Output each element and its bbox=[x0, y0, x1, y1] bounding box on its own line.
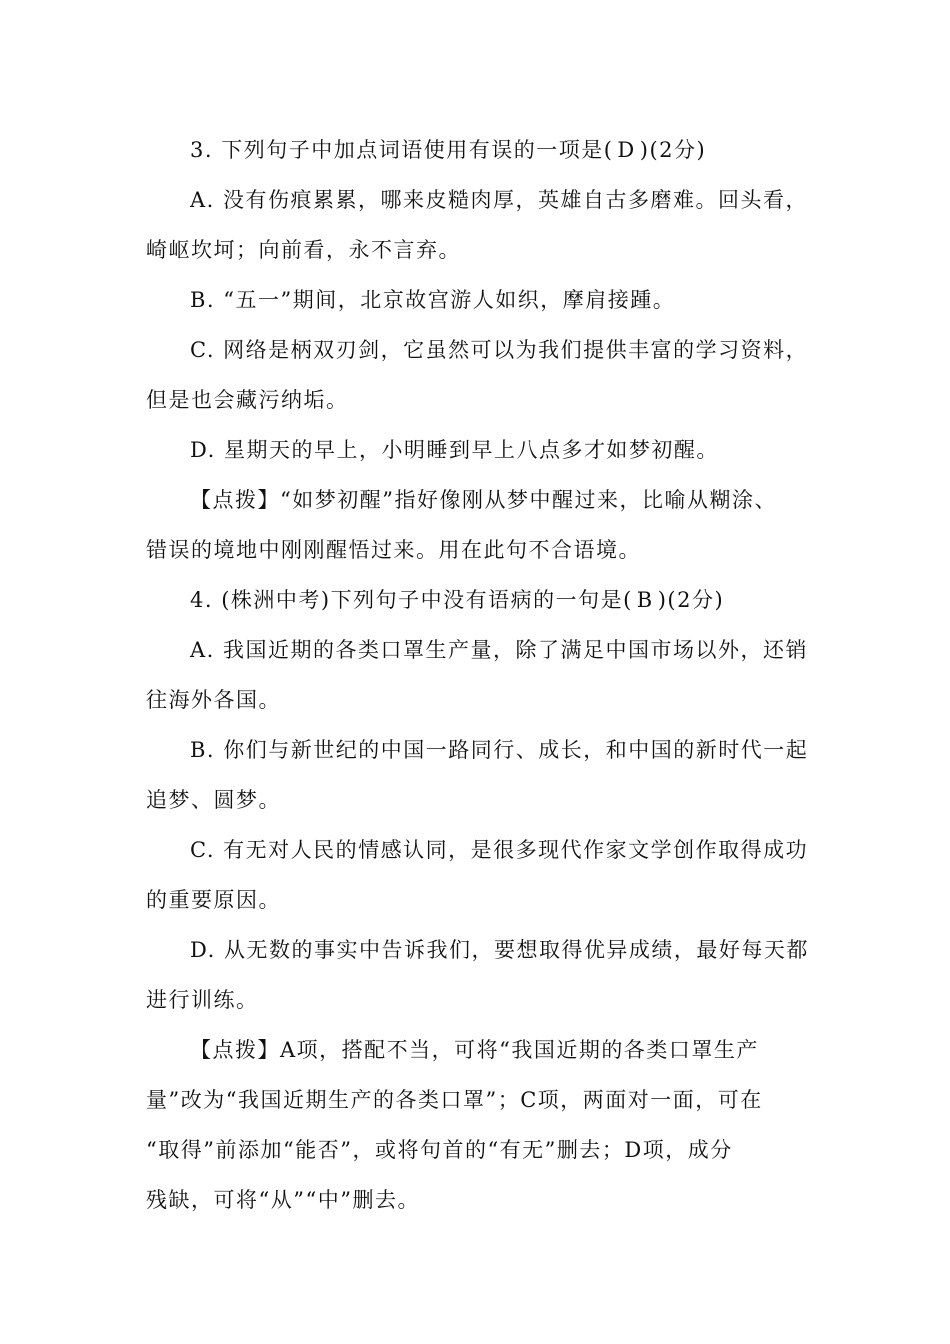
q3-option-a-cont: 崎岖坎坷；向前看，永不言弃。 bbox=[146, 238, 461, 262]
q4-option-d: D. 从无数的事实中告诉我们，要想取得优异成绩，最好每天都 bbox=[190, 938, 809, 962]
q4-option-d-cont: 进行训练。 bbox=[146, 988, 259, 1012]
q3-stem-text: 3. 下列句子中加点词语使用有误的一项是( bbox=[190, 138, 614, 162]
q3-stem bbox=[190, 135, 706, 165]
q4-stem bbox=[190, 585, 724, 615]
q4-tip-cont-1: 量”改为“我国近期生产的各类口罩”；C项，两面对一面，可在 bbox=[146, 1088, 763, 1112]
q3-tip-cont: 错误的境地中刚刚醒悟过来。用在此句不合语境。 bbox=[146, 538, 641, 562]
q4-tip: 【点拨】A项，搭配不当，可将“我国近期的各类口罩生产 bbox=[190, 1038, 759, 1062]
q4-tip-cont-3: 残缺，可将“从”“中”删去。 bbox=[146, 1188, 420, 1212]
q3-option-c-cont: 但是也会藏污纳垢。 bbox=[146, 388, 349, 412]
q4-option-b: B. 你们与新世纪的中国一路同行、成长，和中国的新时代一起 bbox=[190, 738, 809, 762]
q4-option-a-cont: 往海外各国。 bbox=[146, 688, 281, 712]
q3-option-a: A. 没有伤痕累累，哪来皮糙肉厚，英雄自古多磨难。回头看， bbox=[190, 188, 809, 212]
q4-option-c-cont: 的重要原因。 bbox=[146, 888, 281, 912]
q4-stem-text: 4. (株洲中考)下列句子中没有语病的一句是( bbox=[190, 588, 633, 612]
q4-answer: B bbox=[636, 588, 654, 612]
q4-option-c: C. 有无对人民的情感认同，是很多现代作家文学创作取得成功 bbox=[190, 838, 809, 862]
q4-option-b-cont: 追梦、圆梦。 bbox=[146, 788, 281, 812]
q4-option-a: A. 我国近期的各类口罩生产量，除了满足中国市场以外，还销 bbox=[190, 638, 809, 662]
q3-option-b: B. “五一”期间，北京故宫游人如织，摩肩接踵。 bbox=[190, 288, 676, 312]
q3-option-d: D. 星期天的早上，小明睡到早上八点多才如梦初醒。 bbox=[190, 438, 719, 462]
q3-option-c: C. 网络是柄双刃剑，它虽然可以为我们提供丰富的学习资料， bbox=[190, 338, 809, 362]
q3-tip: 【点拨】“如梦初醒”指好像刚从梦中醒过来，比喻从糊涂、 bbox=[190, 488, 777, 512]
q4-stem-end: )(2分) bbox=[657, 588, 725, 612]
q4-tip-cont-2: “取得”前添加“能否”，或将句首的“有无”删去；D项，成分 bbox=[146, 1138, 733, 1162]
q3-answer: D bbox=[617, 138, 636, 162]
q3-stem-end: )(2分) bbox=[639, 138, 707, 162]
